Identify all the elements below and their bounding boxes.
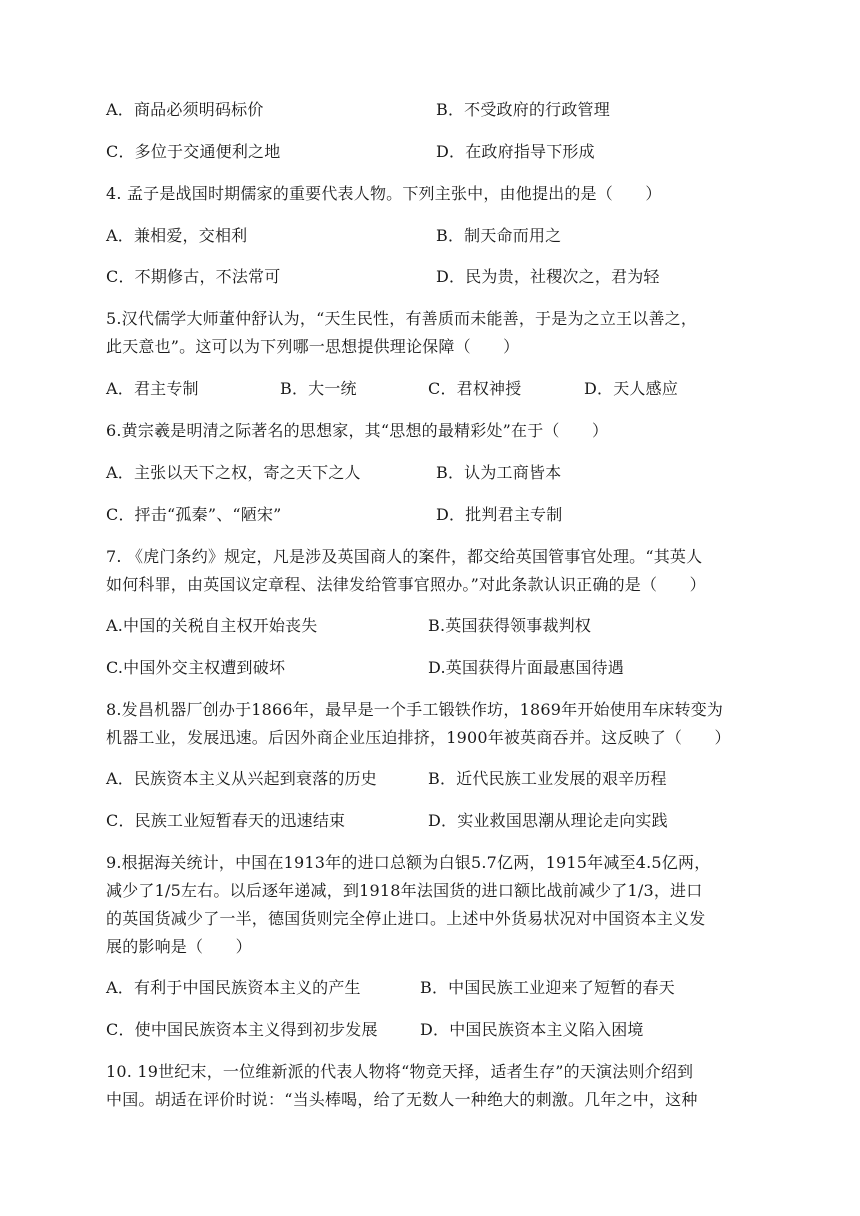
q5-stem-line1: 5.汉代儒学大师董仲舒认为，“天生民性，有善质而未能善，于是为之立王以善之， bbox=[106, 309, 698, 328]
q4-option-c: C．不期修古，不法常可 bbox=[106, 267, 281, 286]
q8-stem-line2: 机器工业，发展迅速。后因外商企业压迫排挤，1900年被英商吞并。这反映了（ ） bbox=[106, 728, 731, 747]
q7-stem-line2: 如何科罪，由英国议定章程、法律发给管事官照办。”对此条款认识正确的是（ ） bbox=[106, 575, 706, 594]
q8-option-d: D．实业救国思潮从理论走向实践 bbox=[428, 811, 668, 830]
q9-option-d: D．中国民族资本主义陷入困境 bbox=[420, 1020, 644, 1039]
q10-stem-line2: 中国。胡适在评价时说：“当头棒喝，给了无数人一种绝大的刺激。几年之中，这种 bbox=[106, 1090, 698, 1109]
q4-option-d: D．民为贵，社稷次之，君为轻 bbox=[436, 267, 660, 286]
q8-option-b: B．近代民族工业发展的艰辛历程 bbox=[428, 769, 667, 788]
q3-option-d: D．在政府指导下形成 bbox=[436, 142, 595, 161]
q5-option-a: A．君主专制 bbox=[106, 379, 199, 398]
q8-stem-line1: 8.发昌机器厂创办于1866年，最早是一个手工锻铁作坊，1869年开始使用车床转变为 bbox=[106, 700, 724, 719]
q7-option-d: D.英国获得片面最惠国待遇 bbox=[428, 658, 624, 677]
q5-stem-line2: 此天意也”。这可以为下列哪一思想提供理论保障（ ） bbox=[106, 337, 520, 356]
q8-option-c: C．民族工业短暂春天的迅速结束 bbox=[106, 811, 346, 830]
q4-option-a: A．兼相爱，交相利 bbox=[106, 226, 248, 245]
q6-option-c: C．抨击“孤秦”、“陋宋” bbox=[106, 505, 282, 524]
q7-option-b: B.英国获得领事裁判权 bbox=[428, 616, 592, 635]
q4-stem: 4. 孟子是战国时期儒家的重要代表人物。下列主张中，由他提出的是（ ） bbox=[106, 184, 662, 203]
q5-option-b: B．大一统 bbox=[280, 379, 357, 398]
q5-option-c: C．君权神授 bbox=[428, 379, 522, 398]
q3-option-c: C．多位于交通便利之地 bbox=[106, 142, 281, 161]
q6-stem: 6.黄宗羲是明清之际著名的思想家，其“思想的最精彩处”在于（ ） bbox=[106, 421, 609, 440]
q10-stem-line1: 10. 19世纪末，一位维新派的代表人物将“物竞天择，适者生存”的天演法则介绍到 bbox=[106, 1062, 694, 1081]
q9-stem-line2: 减少了1/5左右。以后逐年递减，到1918年法国货的进口额比战前减少了1/3，进口 bbox=[106, 881, 703, 900]
q7-stem-line1: 7. 《虎门条约》规定，凡是涉及英国商人的案件，都交给英国管事官处理。“其英人 bbox=[106, 547, 703, 566]
q8-option-a: A．民族资本主义从兴起到衰落的历史 bbox=[106, 769, 377, 788]
q9-option-c: C．使中国民族资本主义得到初步发展 bbox=[106, 1020, 378, 1039]
q7-option-c: C.中国外交主权遭到破坏 bbox=[106, 658, 286, 677]
q6-option-b: B．认为工商皆本 bbox=[436, 463, 562, 482]
q6-option-a: A．主张以天下之权，寄之天下之人 bbox=[106, 463, 361, 482]
q7-option-a: A.中国的关税自主权开始丧失 bbox=[106, 616, 318, 635]
q9-option-b: B．中国民族工业迎来了短暂的春天 bbox=[420, 978, 675, 997]
q3-option-a: A．商品必须明码标价 bbox=[106, 100, 264, 119]
q9-stem-line3: 的英国货减少了一半，德国货则完全停止进口。上述中外货易状况对中国资本主义发 bbox=[106, 909, 706, 928]
q4-option-b: B．制天命而用之 bbox=[436, 226, 562, 245]
q5-option-d: D．天人感应 bbox=[584, 379, 679, 398]
q3-option-b: B．不受政府的行政管理 bbox=[436, 100, 610, 119]
q9-option-a: A．有利于中国民族资本主义的产生 bbox=[106, 978, 361, 997]
q9-stem-line4: 展的影响是（ ） bbox=[106, 937, 252, 956]
q9-stem-line1: 9.根据海关统计，中国在1913年的进口总额为白银5.7亿两，1915年减至4.5亿两， bbox=[106, 853, 711, 872]
q6-option-d: D．批判君主专制 bbox=[436, 505, 563, 524]
